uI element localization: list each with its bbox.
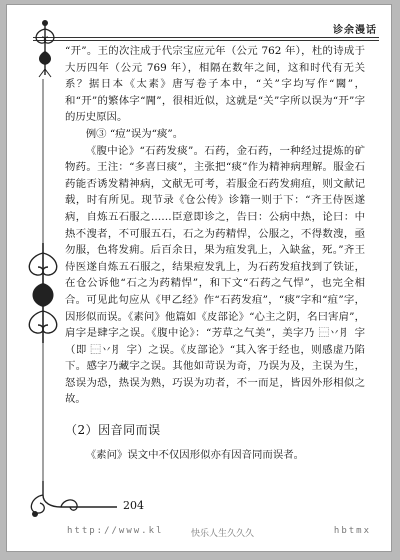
section-intro: 《素问》误文中不仅因形似亦有因音同而误者。	[85, 448, 304, 461]
section-title: （2）因音同而误	[65, 423, 161, 438]
running-header: 诊余漫话	[333, 25, 377, 36]
footer-left-url: http://www.kl	[67, 526, 164, 536]
left-margin-line	[41, 79, 45, 243]
footer-center-text: 快乐人生久久久	[191, 529, 255, 539]
paragraph-2: 例③ “痘”误为“痰”。	[85, 127, 184, 140]
page-number: 204	[123, 499, 144, 512]
paragraph-1: “开”。王的次注成于代宗宝应元年（公元 762 年），杜的诗成于大历四年（公元 769 年），相隔在数年之间，这和时代有无关系？据日本《太素》唐写卷子本中，“关”字均写作“闗”，和“开”的繁体字“闁”，很相近似，这就是“关”字所以误为“开”字的历史原因。	[65, 45, 365, 124]
paragraph-3: 《腹中论》“石药发痰”。石药，金石药，一种经过提炼的矿物药。王注：“多喜曰痰”，主张把“痰”作为精神病理解。服金石药能否诱发精神病，文献无可考，若服金石药发痈疽，则文献记载，时有所见。现节录《仓公传》诊籍一则于下：“齐王侍医遂病，自炼五石服之……臣意即诊之，告曰：公病中热，论曰：中热不溲者，不可服五石，石之为药精悍，公服之，不得数溲，亟勿服，色将发痈。后百余日，果为疽发乳上，入缺盆，死。”齐王侍医遂自炼五石服之，结果痘发乳上，为石药发疽找到了铁证，在仓公诉他“石之为药精悍”，和下文“石药之气悍”，也完全相合。可见此句应从《甲乙经》作“石药发疽”，“痰”字和“疽”字，因形似而误。《素问》他篇如《皮部论》“心主之阴，名曰害肩”，肩字是肆字之误。《腹中论》：“芳草之气美”，美字乃 ⿱丷⺼ 字（即 ⿱丷⺼ 字）之误。《皮部论》“其入客于经也，则感虚乃陷下。感字乃藏字之误。其他如苛误为奇，乃误为及，主误为生，怒误为恐，热误为熟，巧误为功者，不一而足，皆因外形相似之故。	[65, 144, 365, 406]
footer-right-text: hbtmx	[333, 526, 371, 536]
top-left-ornament	[27, 17, 65, 79]
left-margin-ornament	[21, 243, 65, 343]
header-rule	[33, 37, 379, 38]
header-rule-secondary	[33, 40, 379, 41]
page-body	[65, 43, 365, 463]
footer-watermark	[67, 526, 371, 538]
left-margin-line-lower	[41, 343, 45, 483]
book-page	[6, 4, 392, 552]
bottom-left-ornament	[21, 481, 117, 519]
